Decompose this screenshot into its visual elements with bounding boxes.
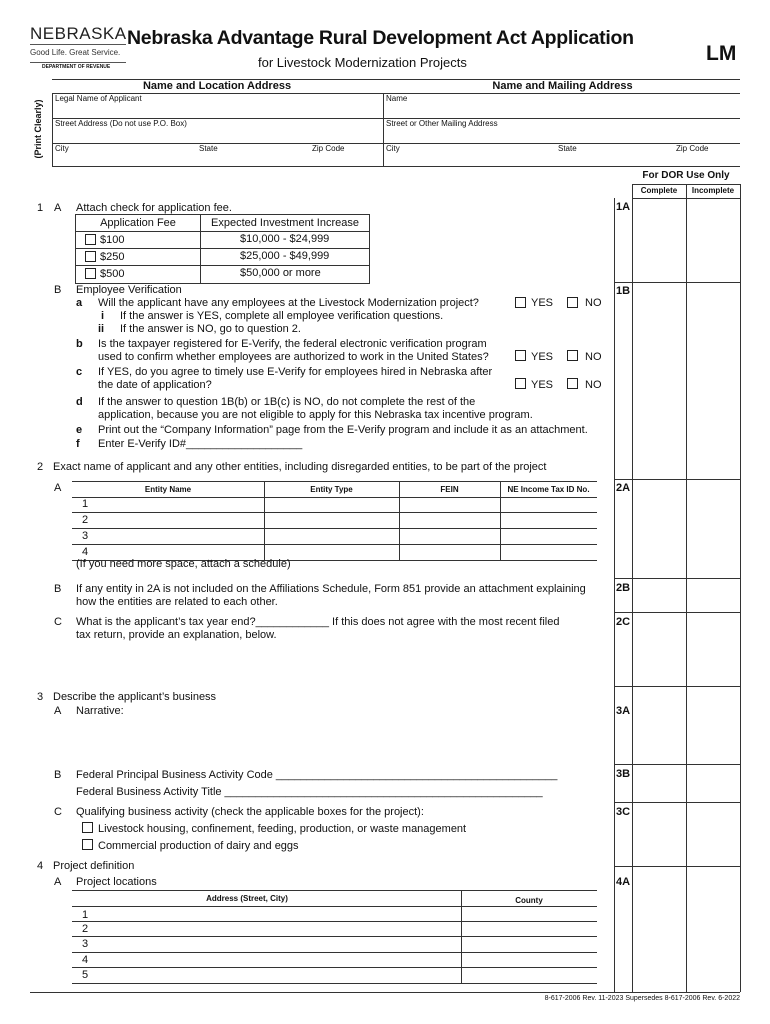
q2-c-text2: tax return, provide an explanation, below. (76, 629, 277, 641)
ev-b-yes-label: YES (531, 351, 554, 363)
mailing-street-label: Street or Other Mailing Address (386, 119, 498, 128)
entity-table (72, 481, 597, 561)
ev-a-no-checkbox[interactable] (567, 297, 578, 308)
location-row-5[interactable] (72, 968, 597, 984)
locations-table (72, 890, 597, 984)
dor-label-1b: 1B (616, 285, 631, 297)
q3-b-letter: B (54, 769, 62, 781)
dor-incomplete-header: Incomplete (691, 186, 735, 195)
entity-row-num: 4 (82, 546, 89, 558)
location-row-num: 1 (82, 909, 89, 921)
ev-e-text: Print out the “Company Information” page from the E-Verify program and include it as an attachment. (98, 424, 588, 436)
fee-500-checkbox[interactable] (85, 268, 96, 279)
location-state-label: State (199, 144, 218, 153)
entity-col-name: Entity Name (144, 485, 192, 494)
q1-number: 1 (37, 202, 44, 214)
dor-label-3a: 3A (616, 705, 631, 717)
mailing-zip-label: Zip Code (676, 144, 709, 153)
narrative-area[interactable] (76, 719, 606, 763)
ev-c-no-label: NO (585, 379, 602, 391)
entity-col-taxid: NE Income Tax ID No. (507, 485, 590, 494)
q4-a-text: Project locations (76, 876, 157, 888)
location-row-num: 2 (82, 922, 89, 935)
location-row-1[interactable] (72, 906, 597, 922)
mailing-state-field[interactable] (556, 144, 666, 166)
ev-ii-text: If the answer is NO, go to question 2. (120, 323, 301, 335)
footer-revision: 8-617-2006 Rev. 11-2023 Supersedes 8-617-2006 Rev. 6-2022 (544, 995, 740, 1002)
mailing-name-field[interactable] (384, 94, 740, 118)
entity-row-num: 1 (82, 498, 89, 510)
ev-b-yes-checkbox[interactable] (515, 350, 526, 361)
entity-col-fein: FEIN (440, 485, 459, 494)
fee-250-checkbox[interactable] (85, 251, 96, 262)
q2-c-text1: What is the applicant’s tax year end?____________ If this does not agree with the most recent filed (76, 616, 560, 628)
ev-b-text2: used to confirm whether employees are authorized to work in the United States? (98, 351, 489, 363)
entity-row-num: 2 (82, 514, 89, 526)
dor-label-3c: 3C (616, 806, 631, 818)
tax-explanation-area[interactable] (76, 643, 606, 683)
dor-label-3b: 3B (616, 768, 631, 780)
location-row-4[interactable] (72, 953, 597, 969)
ev-f-text: Enter E-Verify ID#___________________ (98, 438, 303, 450)
locations-col-county: County (515, 896, 543, 905)
ev-f-letter: f (76, 438, 80, 450)
q2-b-letter: B (54, 583, 62, 595)
q3-text: Describe the applicant’s business (53, 691, 217, 703)
ev-d-letter: d (76, 396, 83, 408)
dor-label-2a: 2A (616, 482, 631, 494)
q4-a-letter: A (54, 876, 62, 888)
mailing-zip-field[interactable] (672, 144, 740, 166)
ev-a-text: Will the applicant have any employees at the Livestock Modernization project? (98, 297, 479, 309)
q2-number: 2 (37, 461, 44, 473)
form-subtitle: for Livestock Modernization Projects (258, 55, 467, 70)
entity-row-num: 3 (82, 530, 89, 542)
q1-a-text: Attach check for application fee. (76, 202, 232, 214)
logo-dept: DEPARTMENT OF REVENUE (42, 64, 111, 70)
mailing-street-field[interactable] (384, 119, 740, 143)
q4-text: Project definition (53, 860, 135, 872)
dor-label-4a: 4A (616, 876, 631, 888)
q1-b-letter: B (54, 284, 62, 296)
ev-b-no-label: NO (585, 351, 602, 363)
q2-text: Exact name of applicant and any other entities, including disregarded entities, to be part of the project (53, 461, 547, 473)
logo (30, 24, 130, 70)
q2-b-text1: If any entity in 2A is not included on the Affiliations Schedule, Form 851 provide an attachment explaining (76, 583, 586, 595)
ev-b-no-checkbox[interactable] (567, 350, 578, 361)
logo-slogan: Good Life. Great Service. (30, 48, 121, 57)
street-address-label: Street Address (Do not use P.O. Box) (55, 119, 187, 128)
location-city-field[interactable] (53, 144, 193, 166)
ev-a-yes-label: YES (531, 297, 554, 309)
ev-c-letter: c (76, 366, 83, 378)
q2-b-text2: how the entities are related to each other. (76, 596, 278, 608)
location-city-label: City (55, 144, 69, 153)
invest-header: Expected Investment Increase (211, 217, 359, 229)
legal-name-field[interactable] (53, 94, 382, 118)
street-address-field[interactable] (53, 119, 382, 143)
fee-500-label: $500 (100, 268, 125, 280)
livestock-housing-checkbox[interactable] (82, 822, 93, 833)
fee-table (75, 214, 370, 284)
q2-c-letter: C (54, 616, 62, 628)
activity-title-field[interactable]: Federal Business Activity Title ____________________________________________________ (76, 786, 543, 798)
q3-number: 3 (37, 691, 44, 703)
fee-100-checkbox[interactable] (85, 234, 96, 245)
entity-row-2[interactable] (72, 513, 597, 529)
ev-e-letter: e (76, 424, 83, 436)
q4-number: 4 (37, 860, 44, 872)
ev-i-letter: i (101, 310, 105, 322)
location-row-num: 3 (82, 938, 89, 951)
livestock-housing-label: Livestock housing, confinement, feeding, production, or waste management (98, 823, 467, 835)
entity-col-type: Entity Type (310, 485, 353, 494)
dairy-eggs-label: Commercial production of dairy and eggs (98, 840, 299, 852)
fee-250-label: $250 (100, 251, 125, 263)
ev-c-text2: the date of application? (98, 379, 212, 391)
form-title: Nebraska Advantage Rural Development Act Application (127, 27, 634, 49)
ev-c-yes-label: YES (531, 379, 554, 391)
q3-c-text: Qualifying business activity (check the applicable boxes for the project): (76, 806, 424, 818)
q1-b-text: Employee Verification (76, 284, 182, 296)
dor-label-2c: 2C (616, 616, 631, 628)
mailing-state-label: State (558, 144, 577, 153)
location-row-num: 5 (82, 969, 89, 982)
entity-row-1[interactable] (72, 497, 597, 513)
mailing-name-label: Name (386, 94, 408, 103)
ev-b-text1: Is the taxpayer registered for E-Verify, the federal electronic verification program (98, 338, 487, 350)
print-clearly-label: (Print Clearly) (33, 99, 43, 159)
range-3: $50,000 or more (240, 267, 321, 279)
logo-state-name: NEBRASKA (30, 24, 127, 43)
location-row-3[interactable] (72, 937, 597, 953)
left-address-heading: Name and Location Address (142, 80, 292, 92)
range-1: $10,000 - $24,999 (240, 233, 330, 245)
right-address-heading: Name and Mailing Address (492, 80, 633, 92)
q3-a-text: Narrative: (76, 705, 124, 717)
q3-a-letter: A (54, 705, 62, 717)
dor-use-heading: For DOR Use Only (642, 170, 730, 181)
location-zip-field[interactable] (308, 144, 382, 166)
form-code: LM (706, 42, 737, 65)
activity-code-field[interactable]: Federal Principal Business Activity Code ______________________________________________ (76, 769, 558, 781)
legal-name-label: Legal Name of Applicant (55, 94, 142, 103)
q3-c-letter: C (54, 806, 62, 818)
ev-c-no-checkbox[interactable] (567, 378, 578, 389)
locations-col-address: Address (Street, City) (206, 894, 288, 903)
ev-b-letter: b (76, 338, 83, 350)
ev-ii-letter: ii (98, 323, 105, 335)
location-row-2[interactable] (72, 922, 597, 938)
ev-d-text2: application, because you are not eligible to apply for this Nebraska tax incentive program. (98, 409, 533, 421)
location-zip-label: Zip Code (312, 144, 345, 153)
range-2: $25,000 - $49,999 (240, 250, 330, 262)
fee-100-label: $100 (100, 234, 125, 246)
ev-d-text1: If the answer to question 1B(b) or 1B(c) is NO, do not complete the rest of the (98, 396, 476, 408)
dairy-eggs-checkbox[interactable] (82, 839, 93, 850)
fee-header: Application Fee (100, 217, 176, 229)
q1-a-letter: A (54, 202, 62, 214)
dor-complete-header: Complete (640, 186, 678, 195)
ev-c-text1: If YES, do you agree to timely use E-Verify for employees hired in Nebraska after (98, 366, 493, 378)
mailing-city-field[interactable] (384, 144, 554, 166)
ev-i-text: If the answer is YES, complete all employee verification questions. (120, 310, 444, 322)
mailing-city-label: City (386, 144, 400, 153)
ev-a-letter: a (76, 297, 83, 309)
dor-label-2b: 2B (616, 582, 631, 594)
location-row-num: 4 (82, 953, 89, 966)
ev-c-yes-checkbox[interactable] (515, 378, 526, 389)
ev-a-no-label: NO (585, 297, 602, 309)
ev-a-yes-checkbox[interactable] (515, 297, 526, 308)
location-state-field[interactable] (195, 144, 305, 166)
q2-a-letter: A (54, 482, 62, 494)
dor-label-1a: 1A (616, 201, 631, 213)
entity-row-3[interactable] (72, 529, 597, 545)
entity-table-note: (If you need more space, attach a schedule) (76, 558, 291, 570)
